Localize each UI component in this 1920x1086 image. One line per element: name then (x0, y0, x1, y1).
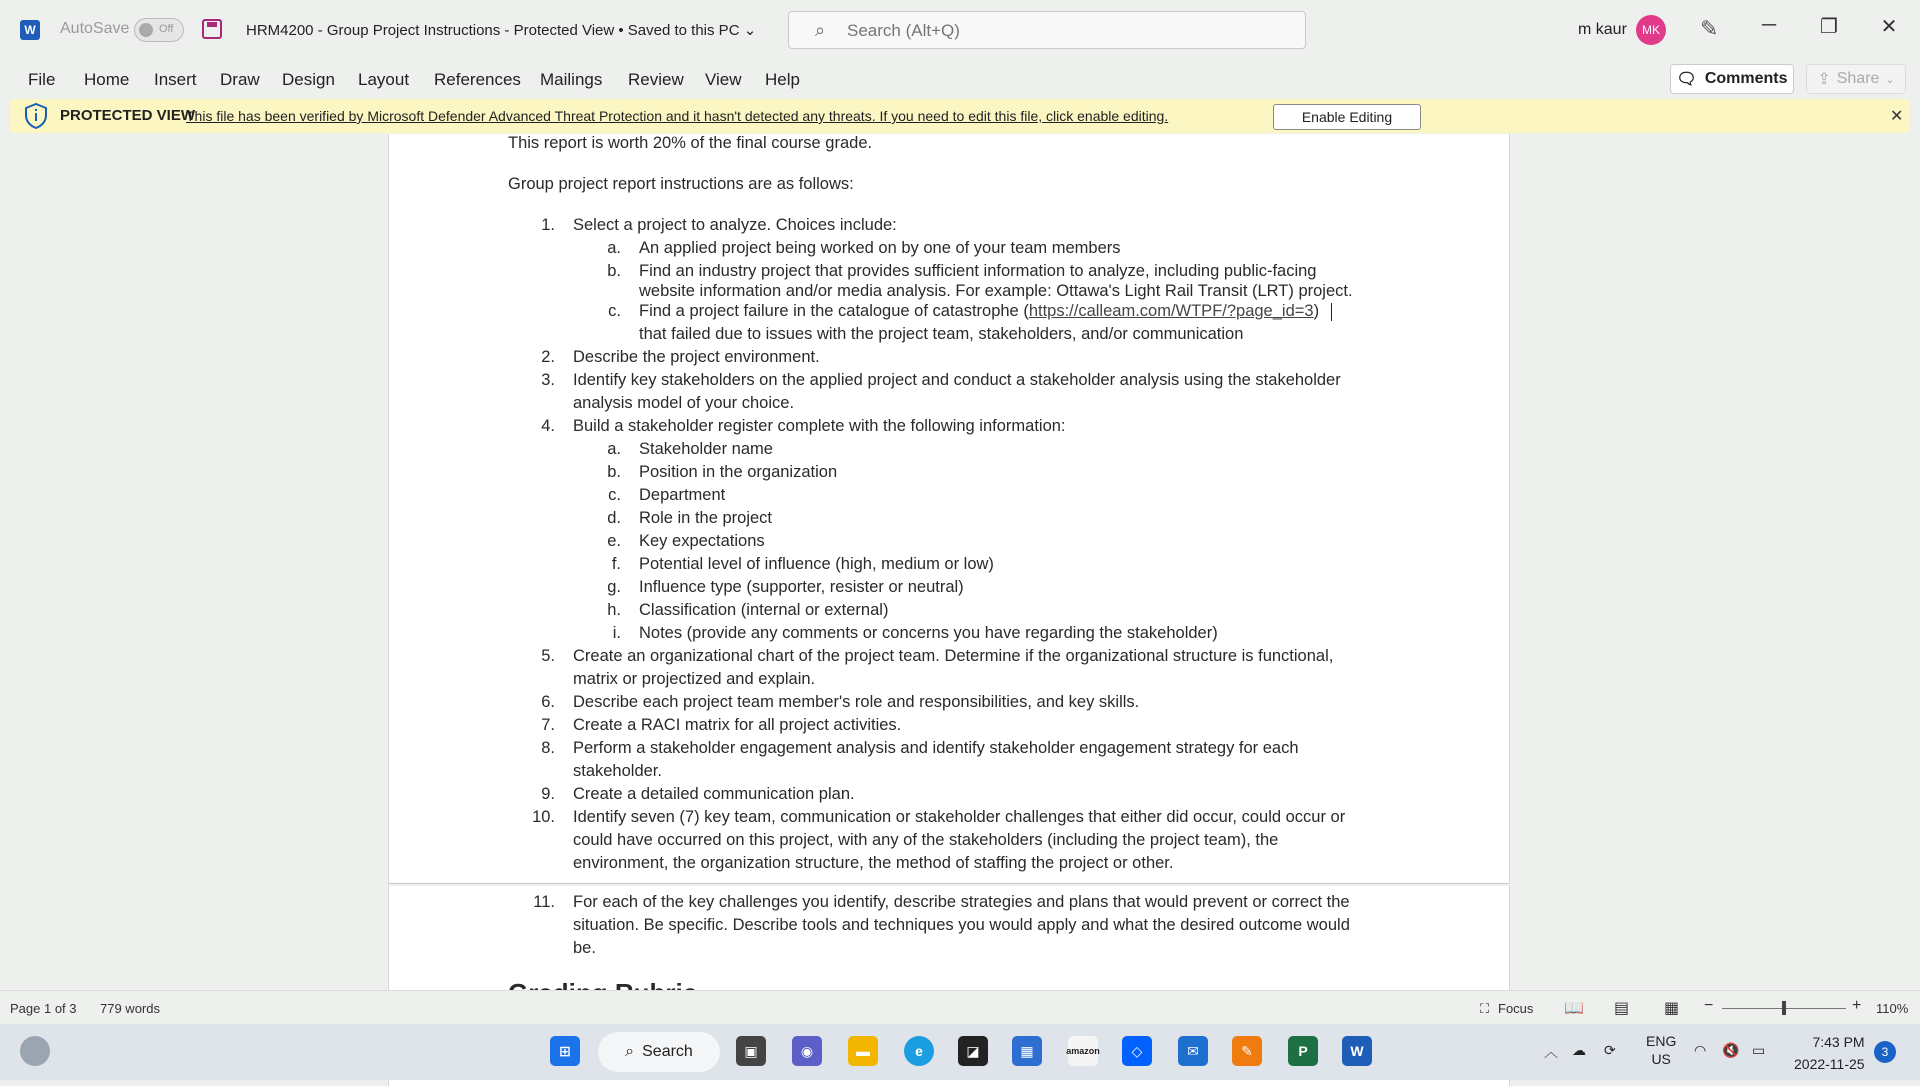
project-icon[interactable]: P (1288, 1036, 1318, 1066)
search-box[interactable] (788, 11, 1306, 49)
title-bar (0, 0, 1920, 60)
share-icon: ⇪ (1817, 71, 1831, 88)
ribbon-tabs (0, 62, 1920, 98)
enable-editing-button[interactable]: Enable Editing (1273, 104, 1421, 130)
autosave-state: Off (159, 23, 174, 35)
list-item: An applied project being worked on by one of your team members (639, 239, 1121, 257)
tab-insert[interactable]: Insert (154, 70, 197, 89)
list-item: Department (639, 486, 726, 504)
list-number: 10. (532, 808, 555, 826)
list-item-continued: matrix or projectized and explain. (573, 670, 816, 688)
read-mode-icon[interactable]: 📖 (1564, 1000, 1584, 1017)
wifi-icon[interactable]: ◠ (1694, 1042, 1707, 1058)
word-count[interactable]: 779 words (100, 1001, 160, 1016)
web-layout-icon[interactable]: ▦ (1664, 1000, 1680, 1017)
file-explorer-icon[interactable]: ▬ (848, 1036, 878, 1066)
list-number: 7. (541, 716, 555, 734)
taskbar (0, 1024, 1920, 1080)
intro-grade: This report is worth 20% of the final course grade. (508, 134, 873, 152)
search-icon: ⌕ (625, 1043, 635, 1060)
tab-file[interactable]: File (28, 70, 56, 89)
task-view-icon[interactable]: ▣ (736, 1036, 766, 1066)
list-item: Build a stakeholder register complete with the following information: (573, 417, 1066, 435)
list-item: Create a RACI matrix for all project activities. (573, 716, 902, 734)
list-item-continued: that failed due to issues with the project team, stakeholders, and/or communication (639, 325, 1244, 343)
tab-layout[interactable]: Layout (358, 70, 410, 89)
list-item: Describe each project team member's role and responsibilities, and key skills. (573, 693, 1140, 711)
battery-icon[interactable]: ▭ (1752, 1042, 1766, 1058)
tab-design[interactable]: Design (282, 70, 335, 89)
sublist-letter: f. (611, 555, 621, 573)
list-number: 5. (541, 647, 555, 665)
list-item: Create an organizational chart of the project team. Determine if the organizational structure is functional, (573, 647, 1334, 665)
list-item: Describe the project environment. (573, 348, 820, 366)
protected-view-label: PROTECTED VIEW (60, 107, 196, 124)
sublist-letter: h. (607, 601, 621, 619)
taskbar-search-label: Search (642, 1043, 693, 1060)
list-item-continued: be. (573, 939, 596, 957)
comments-button[interactable] (1670, 64, 1794, 94)
list-number: 8. (541, 739, 555, 757)
list-number: 2. (541, 348, 555, 366)
dropbox-icon[interactable]: ◇ (1122, 1036, 1152, 1066)
list-number: 1. (541, 216, 555, 234)
user-name[interactable]: m kaur (1578, 21, 1627, 38)
share-button[interactable] (1806, 64, 1906, 94)
page-count[interactable]: Page 1 of 3 (10, 1001, 77, 1016)
document-title[interactable]: HRM4200 - Group Project Instructions - Protected View • Saved to this PC ⌄ (246, 22, 757, 39)
tab-home[interactable]: Home (84, 70, 130, 89)
sublist-letter: b. (607, 262, 621, 280)
restore-icon[interactable]: ❐ (1820, 16, 1838, 38)
time: 7:43 PM (1812, 1034, 1865, 1050)
share-label: Share (1836, 70, 1880, 87)
notification-badge[interactable]: 3 (1874, 1041, 1896, 1063)
autosave-label: AutoSave (60, 20, 130, 37)
list-item: Find an industry project that provides sufficient information to analyze, including public-facing (639, 262, 1317, 280)
status-bar (0, 990, 1920, 1024)
date: 2022-11-25 (1794, 1056, 1865, 1072)
list-item-continued: could have occurred on this project, with any of the stakeholders (including the project team), the (573, 831, 1279, 849)
close-icon[interactable]: ✕ (1890, 108, 1904, 125)
word-app-icon[interactable]: W (20, 20, 40, 40)
chevron-up-icon[interactable]: ︿ (1544, 1044, 1558, 1060)
sublist-letter: g. (607, 578, 621, 596)
word-taskbar-icon[interactable]: W (1342, 1036, 1372, 1066)
print-layout-icon[interactable]: ▤ (1614, 1000, 1630, 1017)
tab-view[interactable]: View (705, 70, 742, 89)
comment-icon: 🗨 (1676, 71, 1697, 88)
focus-icon[interactable]: ⛶ (1480, 1001, 1490, 1016)
list-item: For each of the key challenges you identify, describe strategies and plans that would prevent or correct the (573, 893, 1350, 911)
list-item-continued: situation. Be specific. Describe tools and techniques you would apply and what the desired outcome would (573, 916, 1350, 934)
minimize-icon[interactable]: ─ (1761, 14, 1777, 36)
list-item-text: ) (1313, 302, 1320, 320)
list-item: Select a project to analyze. Choices include: (573, 216, 897, 234)
chevron-down-icon: ⌄ (1885, 73, 1895, 86)
speaker-muted-icon[interactable]: 🔇 (1722, 1042, 1740, 1058)
list-number: 3. (541, 371, 555, 389)
list-item: Notes (provide any comments or concerns you have regarding the stakeholder) (639, 624, 1218, 642)
focus-label[interactable]: Focus (1498, 1001, 1534, 1016)
region-code: US (1651, 1051, 1671, 1067)
save-icon[interactable] (202, 19, 222, 39)
list-item: Identify seven (7) key team, communication or stakeholder challenges that either did occur, could occur or (573, 808, 1346, 826)
list-number: 4. (541, 417, 555, 435)
sublist-letter: c. (608, 486, 621, 504)
list-number: 6. (541, 693, 555, 711)
sublist-letter: b. (607, 463, 621, 481)
sublist-letter: i. (612, 624, 621, 642)
sublist-letter: d. (607, 509, 621, 527)
sync-icon[interactable]: ⟳ (1604, 1042, 1616, 1058)
tab-draw[interactable]: Draw (220, 70, 260, 89)
pen-app-icon[interactable]: ✎ (1232, 1036, 1262, 1066)
protected-view-bar (10, 99, 1910, 133)
list-item-continued: website information and/or media analysis. For example: Ottawa's Light Rail Transit (LRT) project. (639, 282, 1353, 300)
amazon-icon[interactable]: amazon (1068, 1036, 1098, 1066)
list-item: Classification (internal or external) (639, 601, 889, 619)
designer-pen-icon[interactable]: ✎ (1700, 16, 1719, 41)
sublist-letter: e. (607, 532, 621, 550)
sublist-letter: c. (608, 302, 621, 320)
list-item: Role in the project (639, 509, 772, 527)
list-item: Perform a stakeholder engagement analysis and identify stakeholder engagement strategy for each (573, 739, 1299, 757)
language-indicator[interactable] (1646, 1032, 1676, 1068)
store-icon[interactable]: ▦ (1012, 1036, 1042, 1066)
document-area[interactable] (0, 134, 1920, 990)
onedrive-icon[interactable]: ☁ (1572, 1042, 1586, 1058)
list-item: Potential level of influence (high, medium or low) (639, 555, 994, 573)
list-item (639, 302, 1332, 321)
tab-review[interactable]: Review (628, 70, 684, 89)
list-item: Position in the organization (639, 463, 838, 481)
comments-label: Comments (1704, 70, 1788, 87)
zoom-out-icon[interactable]: − (1704, 997, 1714, 1014)
list-item: Identify key stakeholders on the applied project and conduct a stakeholder analysis using the stakeholder (573, 371, 1341, 389)
search-icon: ⌕ (815, 20, 826, 40)
list-item: Key expectations (639, 532, 765, 550)
list-number: 9. (541, 785, 555, 803)
toggle-knob (139, 23, 153, 37)
list-item: Stakeholder name (639, 440, 773, 458)
document-page-1[interactable] (388, 134, 1510, 884)
edge-icon[interactable]: e (904, 1036, 934, 1066)
list-item-text: Find a project failure in the catalogue of catastrophe ( (639, 302, 1029, 320)
zoom-slider-thumb[interactable] (1782, 1001, 1786, 1015)
autosave-toggle[interactable] (134, 18, 184, 42)
list-item-continued: analysis model of your choice. (573, 394, 795, 412)
intro-instructions: Group project report instructions are as follows: (508, 175, 854, 193)
sublist-letter: a. (607, 239, 621, 257)
clock[interactable] (1794, 1031, 1865, 1075)
tab-mailings[interactable]: Mailings (540, 70, 603, 89)
close-icon[interactable]: ✕ (1880, 16, 1898, 38)
language-code: ENG (1646, 1033, 1677, 1049)
zoom-in-icon[interactable]: + (1852, 997, 1862, 1014)
catalogue-link[interactable]: https://calleam.com/WTPF/?page_id=3 (1028, 302, 1314, 320)
list-item-continued: environment, the organization structure, the method of staffing the project or other. (573, 854, 1174, 872)
tab-references[interactable]: References (434, 70, 521, 89)
tab-help[interactable]: Help (765, 70, 800, 89)
avatar[interactable]: MK (1636, 15, 1666, 45)
search-input[interactable] (847, 19, 1287, 43)
sublist-letter: a. (607, 440, 621, 458)
list-item: Influence type (supporter, resister or neutral) (639, 578, 964, 596)
list-item: Create a detailed communication plan. (573, 785, 855, 803)
mail-icon[interactable]: ✉ (1178, 1036, 1208, 1066)
protected-view-message[interactable]: This file has been verified by Microsoft Defender Advanced Threat Protection and it hasn't detected any threats. If you need to edit this file, click enable editing. (186, 108, 1169, 124)
zoom-level[interactable]: 110% (1876, 1001, 1909, 1016)
list-number: 11. (533, 893, 555, 911)
list-item-continued: stakeholder. (573, 762, 662, 780)
taskbar-search[interactable] (598, 1032, 720, 1072)
start-icon[interactable]: ⊞ (550, 1036, 580, 1066)
weather-icon[interactable] (20, 1036, 50, 1066)
teams-chat-icon[interactable]: ◉ (792, 1036, 822, 1066)
sticky-notes-icon[interactable]: ◪ (958, 1036, 988, 1066)
shield-info-icon (24, 103, 48, 129)
text-cursor (1331, 303, 1332, 321)
